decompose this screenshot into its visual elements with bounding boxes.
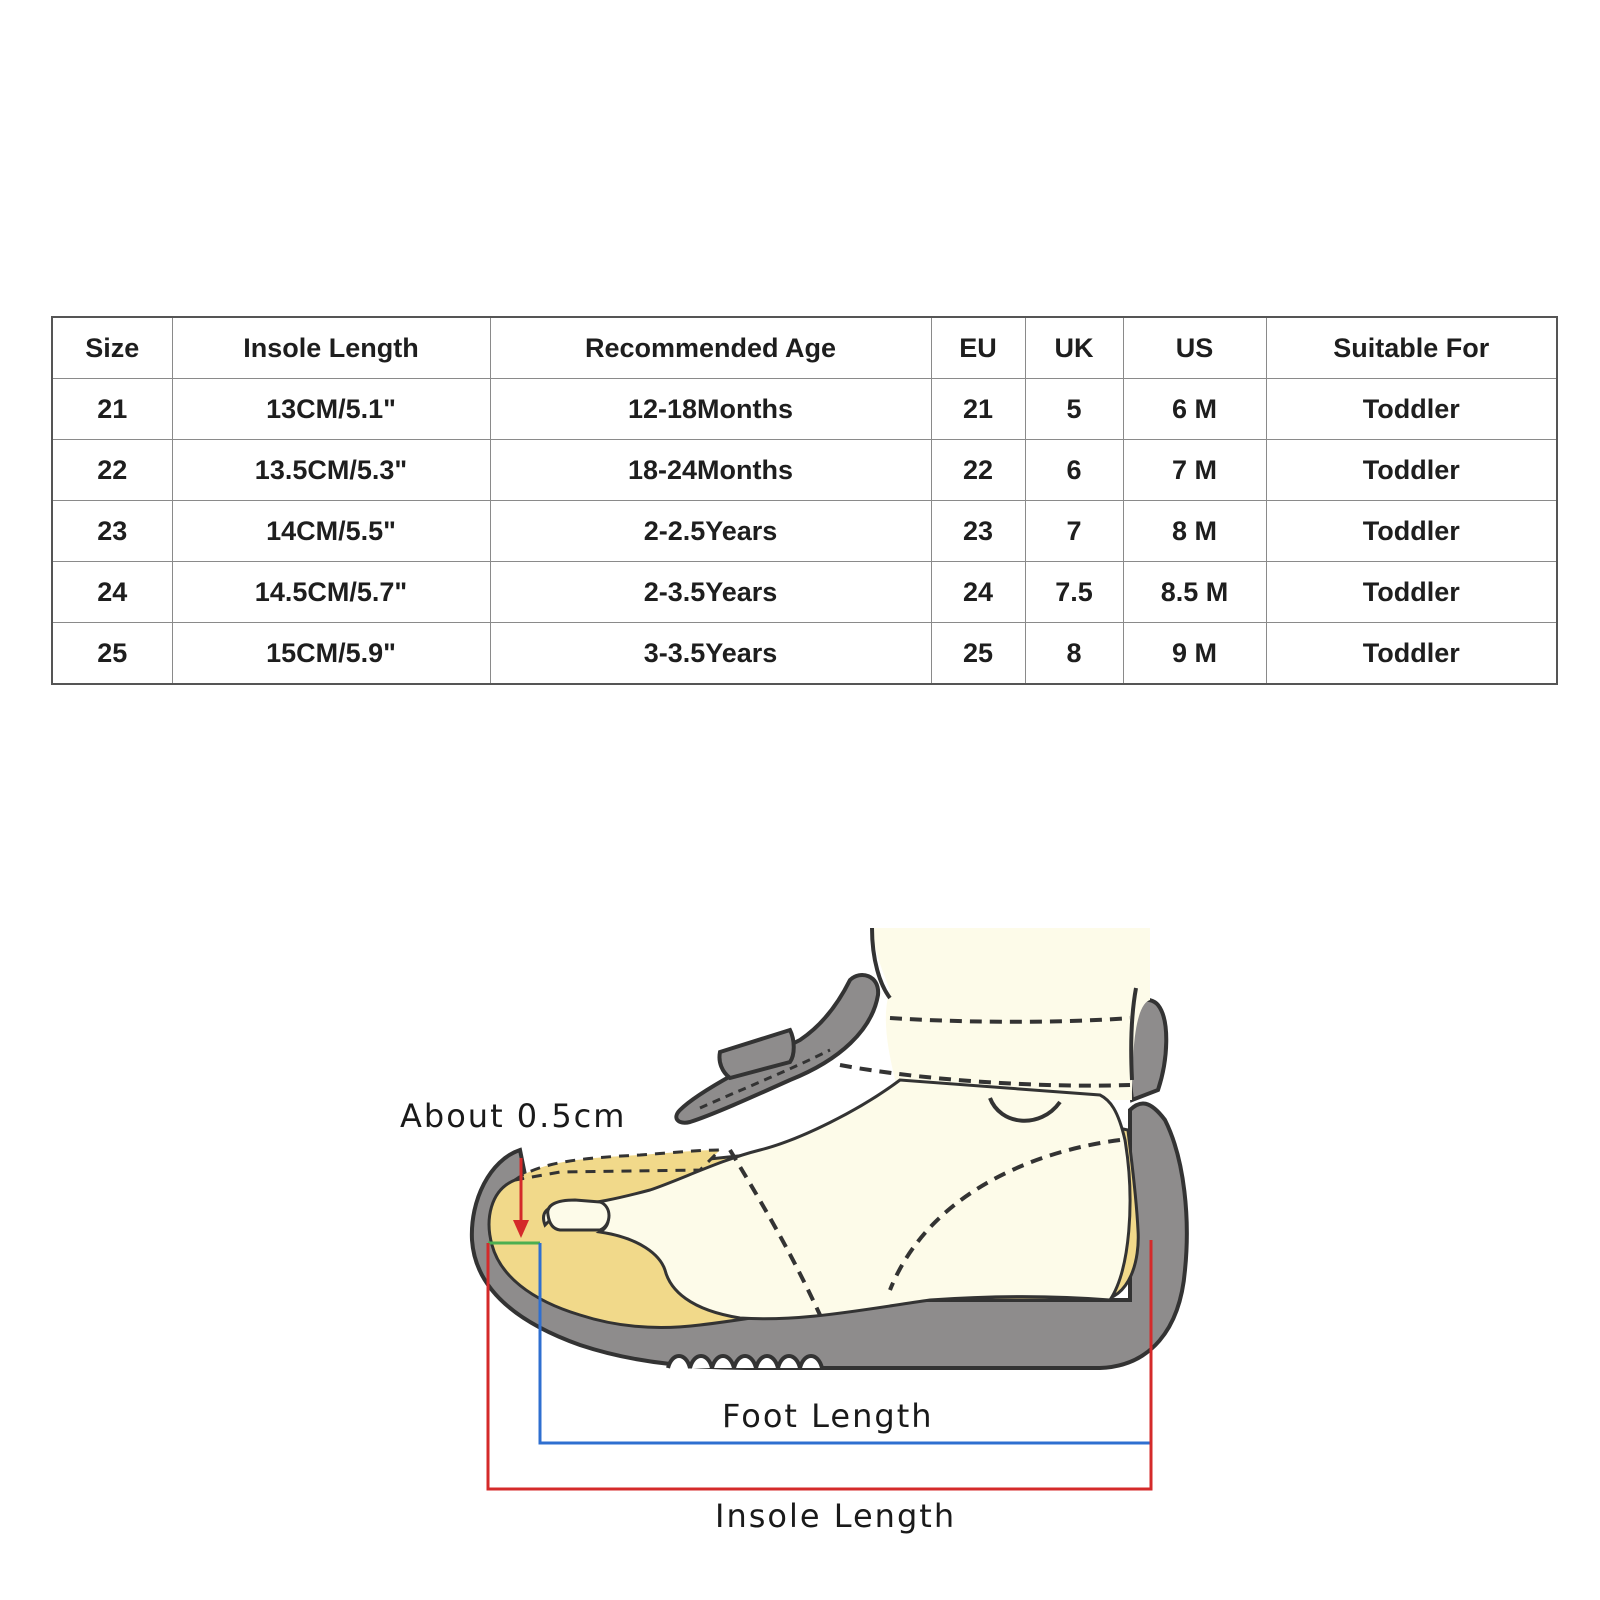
cell-suitable-for: Toddler (1266, 623, 1557, 685)
cell-insole-length: 13.5CM/5.3" (172, 440, 490, 501)
cell-us: 8.5 M (1123, 562, 1266, 623)
header-suitable-for: Suitable For (1266, 317, 1557, 379)
header-uk: UK (1025, 317, 1123, 379)
cell-insole-length: 14.5CM/5.7" (172, 562, 490, 623)
cell-size: 25 (52, 623, 172, 685)
big-toe (548, 1200, 609, 1230)
cell-suitable-for: Toddler (1266, 440, 1557, 501)
cell-size: 23 (52, 501, 172, 562)
cell-eu: 22 (931, 440, 1025, 501)
cell-eu: 25 (931, 623, 1025, 685)
cell-size: 24 (52, 562, 172, 623)
header-insole-length: Insole Length (172, 317, 490, 379)
cell-us: 8 M (1123, 501, 1266, 562)
header-recommended-age: Recommended Age (490, 317, 931, 379)
cell-uk: 6 (1025, 440, 1123, 501)
cell-uk: 5 (1025, 379, 1123, 440)
cell-us: 9 M (1123, 623, 1266, 685)
cell-eu: 23 (931, 501, 1025, 562)
cell-insole-length: 15CM/5.9" (172, 623, 490, 685)
cell-uk: 7 (1025, 501, 1123, 562)
cell-size: 22 (52, 440, 172, 501)
cell-suitable-for: Toddler (1266, 379, 1557, 440)
cell-insole-length: 14CM/5.5" (172, 501, 490, 562)
cell-eu: 24 (931, 562, 1025, 623)
insole-length-label: Insole Length (715, 1497, 957, 1535)
cell-uk: 8 (1025, 623, 1123, 685)
cell-uk: 7.5 (1025, 562, 1123, 623)
cell-us: 6 M (1123, 379, 1266, 440)
cell-recommended-age: 2-3.5Years (490, 562, 931, 623)
leg-shape (872, 928, 1150, 1100)
cell-recommended-age: 3-3.5Years (490, 623, 931, 685)
toe-gap-label: About 0.5cm (400, 1097, 627, 1135)
cell-insole-length: 13CM/5.1" (172, 379, 490, 440)
header-us: US (1123, 317, 1266, 379)
cell-recommended-age: 12-18Months (490, 379, 931, 440)
cell-size: 21 (52, 379, 172, 440)
cell-eu: 21 (931, 379, 1025, 440)
header-size: Size (52, 317, 172, 379)
header-eu: EU (931, 317, 1025, 379)
cell-suitable-for: Toddler (1266, 562, 1557, 623)
cell-us: 7 M (1123, 440, 1266, 501)
cell-recommended-age: 18-24Months (490, 440, 931, 501)
cell-recommended-age: 2-2.5Years (490, 501, 931, 562)
cell-suitable-for: Toddler (1266, 501, 1557, 562)
foot-length-label: Foot Length (722, 1397, 934, 1435)
